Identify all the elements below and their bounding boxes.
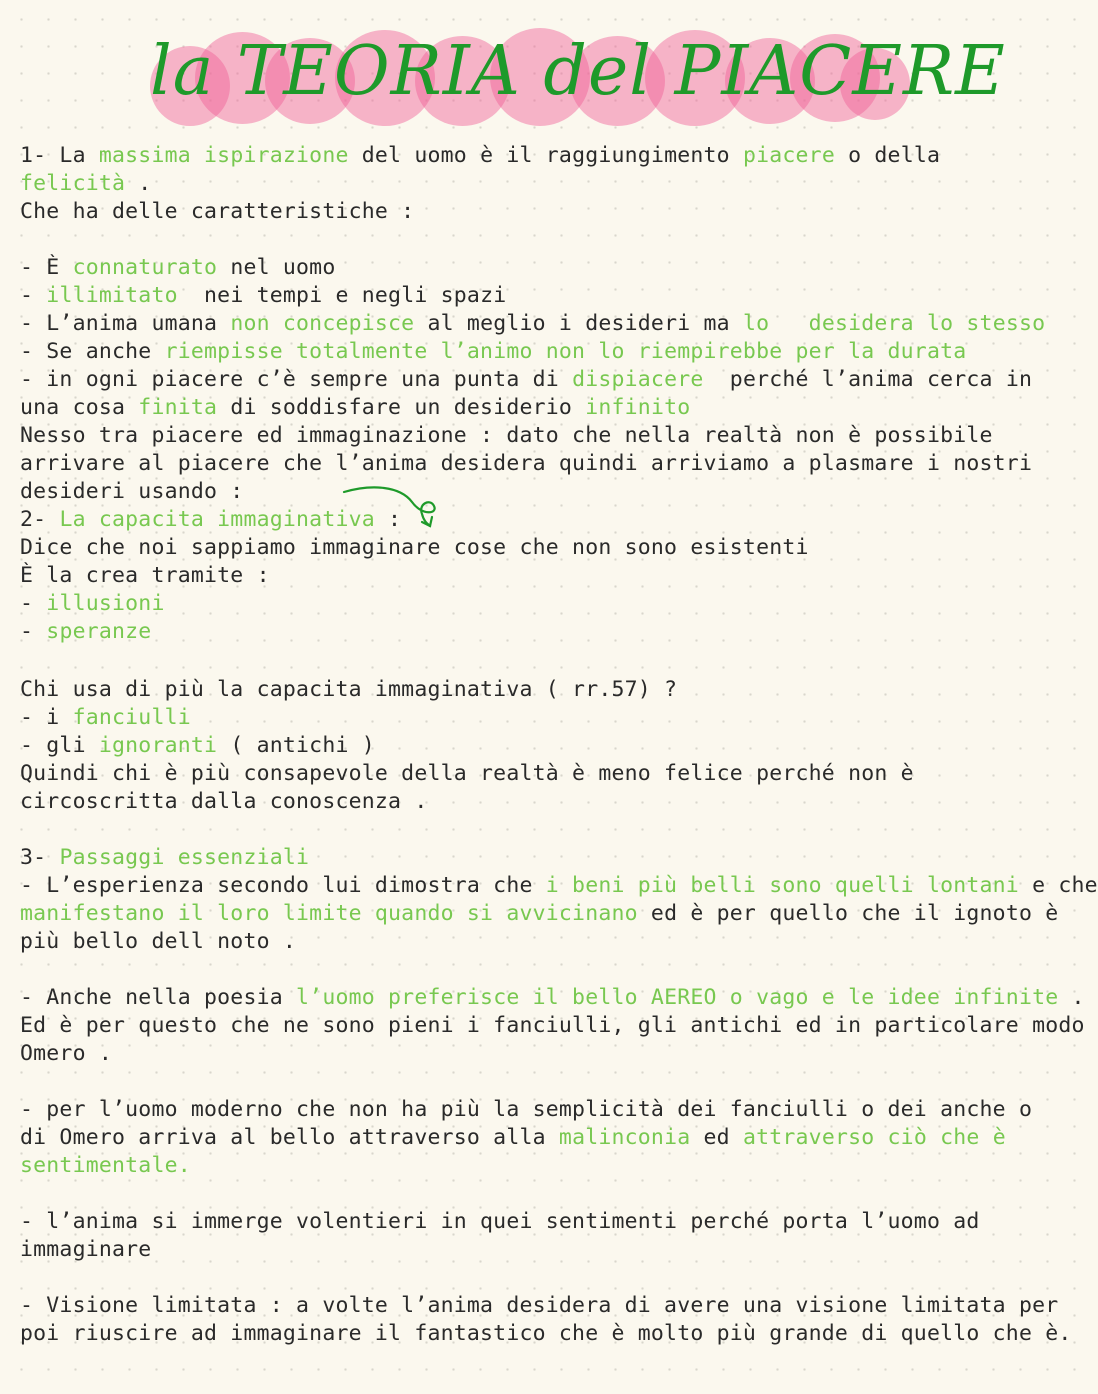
s2-conclusion-1: Quindi chi è più consapevole della realtà è meno felice perché non è bbox=[20, 761, 914, 786]
s1-nesso-3: desideri usando : bbox=[20, 479, 244, 504]
s3-p2-line-2: Ed è per questo che ne sono pieni i fanciulli, gli antichi ed in particolare modo bbox=[20, 1013, 1085, 1038]
s3-p4-line-1: - l’anima si immerge volentieri in quei sentimenti perché porta l’uomo ad bbox=[20, 1209, 980, 1234]
s2-bullet-fanciulli: - i fanciulli bbox=[20, 705, 191, 730]
s3-p2-line-3: Omero . bbox=[20, 1041, 113, 1066]
s1-nesso-1: Nesso tra piacere ed immaginazione : dato che nella realtà non è possibile bbox=[20, 423, 993, 448]
s3-p1-line-3: più bello dell noto . bbox=[20, 929, 297, 954]
s2-question: Chi usa di più la capacita immaginativa ( rr.57) ? bbox=[20, 677, 678, 702]
s2-line-1: Dice che noi sappiamo immaginare cose che non sono esistenti bbox=[20, 535, 809, 560]
page-title: la TEORIA del PIACERE bbox=[150, 32, 1006, 111]
s1-bullet-3: - L’anima umana non concepisce al meglio i desideri ma lo desidera lo stesso bbox=[20, 311, 1046, 336]
s3-p3-line-1: - per l’uomo moderno che non ha più la semplicità dei fanciulli o dei anche o bbox=[20, 1097, 1033, 1122]
s2-conclusion-2: circoscritta dalla conoscenza . bbox=[20, 789, 428, 814]
s3-p1-line-1: - L’esperienza secondo lui dimostra che i beni più belli sono quelli lontani e che bbox=[20, 873, 1098, 898]
s3-p5-line-2: poi riuscire ad immaginare il fantastico che è molto più grande di quello che è. bbox=[20, 1321, 1072, 1346]
s3-p3-line-3: sentimentale. bbox=[20, 1153, 191, 1178]
s1-bullet-5: - in ogni piacere c’è sempre una punta di dispiacere perché l’anima cerca in bbox=[20, 367, 1033, 392]
s3-p4-line-2: immaginare bbox=[20, 1237, 152, 1262]
s3-p3-line-2: di Omero arriva al bello attraverso alla malinconia ed attraverso ciò che è bbox=[20, 1125, 1006, 1150]
s1-line-3: Che ha delle caratteristiche : bbox=[20, 199, 415, 224]
s1-line-2: felicità . bbox=[20, 171, 152, 196]
title-highlight bbox=[150, 18, 1006, 128]
s2-bullet-speranze: - speranze bbox=[20, 619, 152, 644]
s2-line-2: È la crea tramite : bbox=[20, 563, 270, 588]
s2-bullet-ignoranti: - gli ignoranti ( antichi ) bbox=[20, 733, 375, 758]
s1-bullet-5-cont: una cosa finita di soddisfare un desiderio infinito bbox=[20, 395, 691, 420]
s2-heading: 2- La capacita immaginativa : bbox=[20, 507, 402, 532]
s3-p2-line-1: - Anche nella poesia l’uomo preferisce il bello AEREO o vago e le idee infinite . bbox=[20, 985, 1085, 1010]
s1-bullet-1: - È connaturato nel uomo bbox=[20, 255, 336, 280]
s1-bullet-4: - Se anche riempisse totalmente l’animo non lo riempirebbe per la durata bbox=[20, 339, 967, 364]
s2-bullet-illusioni: - illusioni bbox=[20, 591, 165, 616]
s3-p1-line-2: manifestano il loro limite quando si avvicinano ed è per quello che il ignoto è bbox=[20, 901, 1059, 926]
s1-nesso-2: arrivare al piacere che l’anima desidera quindi arriviamo a plasmare i nostri bbox=[20, 451, 1033, 476]
s3-heading: 3- Passaggi essenziali bbox=[20, 845, 310, 870]
s1-bullet-2: - illimitato nei tempi e negli spazi bbox=[20, 283, 507, 308]
s3-p5-line-1: - Visione limitata : a volte l’anima desidera di avere una visione limitata per bbox=[20, 1293, 1059, 1318]
s1-line-1: 1- La massima ispirazione del uomo è il raggiungimento piacere o della bbox=[20, 143, 941, 168]
